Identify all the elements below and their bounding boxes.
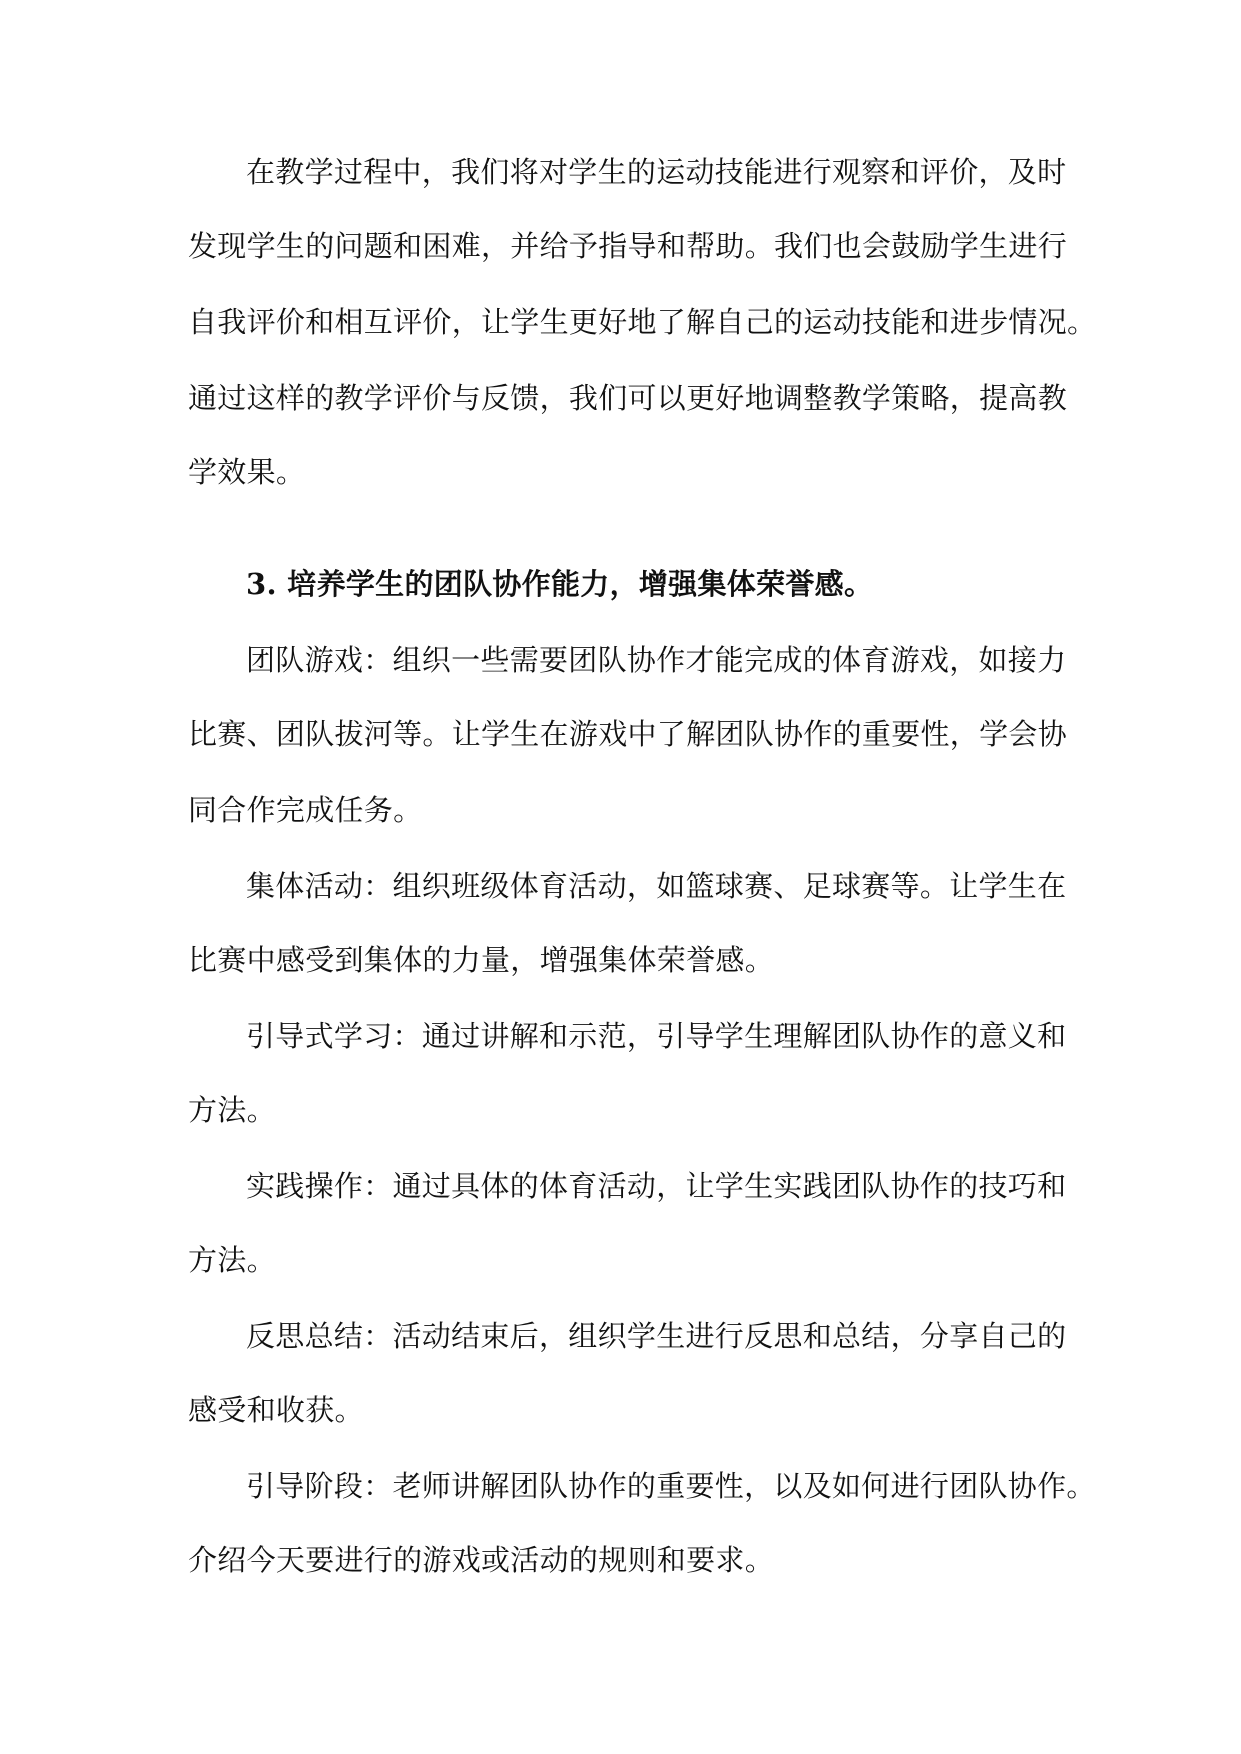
paragraph-5-line-2: 方法。 — [188, 1243, 276, 1277]
paragraph-1-line-2: 发现学生的问题和困难，并给予指导和帮助。我们也会鼓励学生进行 — [188, 229, 1068, 263]
paragraph-6-line-1: 反思总结：活动结束后，组织学生进行反思和总结，分享自己的 — [246, 1319, 1067, 1353]
paragraph-1-line-4: 通过这样的教学评价与反馈，我们可以更好地调整教学策略，提高教 — [188, 381, 1068, 415]
paragraph-7-line-2: 介绍今天要进行的游戏或活动的规则和要求。 — [188, 1543, 775, 1577]
paragraph-4-line-2: 方法。 — [188, 1093, 276, 1127]
paragraph-2-line-3: 同合作完成任务。 — [188, 793, 423, 827]
paragraph-1-line-1: 在教学过程中，我们将对学生的运动技能进行观察和评价，及时 — [246, 155, 1067, 189]
paragraph-1-line-3: 自我评价和相互评价，让学生更好地了解自己的运动技能和进步情况。 — [188, 305, 1097, 339]
paragraph-1-line-5: 学效果。 — [188, 455, 306, 489]
paragraph-2-line-2: 比赛、团队拔河等。让学生在游戏中了解团队协作的重要性，学会协 — [188, 717, 1068, 751]
paragraph-5-line-1: 实践操作：通过具体的体育活动，让学生实践团队协作的技巧和 — [246, 1169, 1067, 1203]
paragraph-2-line-1: 团队游戏：组织一些需要团队协作才能完成的体育游戏，如接力 — [246, 643, 1067, 677]
paragraph-7-line-1: 引导阶段：老师讲解团队协作的重要性，以及如何进行团队协作。 — [246, 1469, 1096, 1503]
paragraph-6-line-2: 感受和收获。 — [188, 1393, 364, 1427]
paragraph-3-line-1: 集体活动：组织班级体育活动，如篮球赛、足球赛等。让学生在 — [246, 869, 1067, 903]
paragraph-3-line-2: 比赛中感受到集体的力量，增强集体荣誉感。 — [188, 943, 775, 977]
section-heading: 3. 培养学生的团队协作能力，增强集体荣誉感。 — [246, 567, 874, 601]
paragraph-4-line-1: 引导式学习：通过讲解和示范，引导学生理解团队协作的意义和 — [246, 1019, 1067, 1053]
